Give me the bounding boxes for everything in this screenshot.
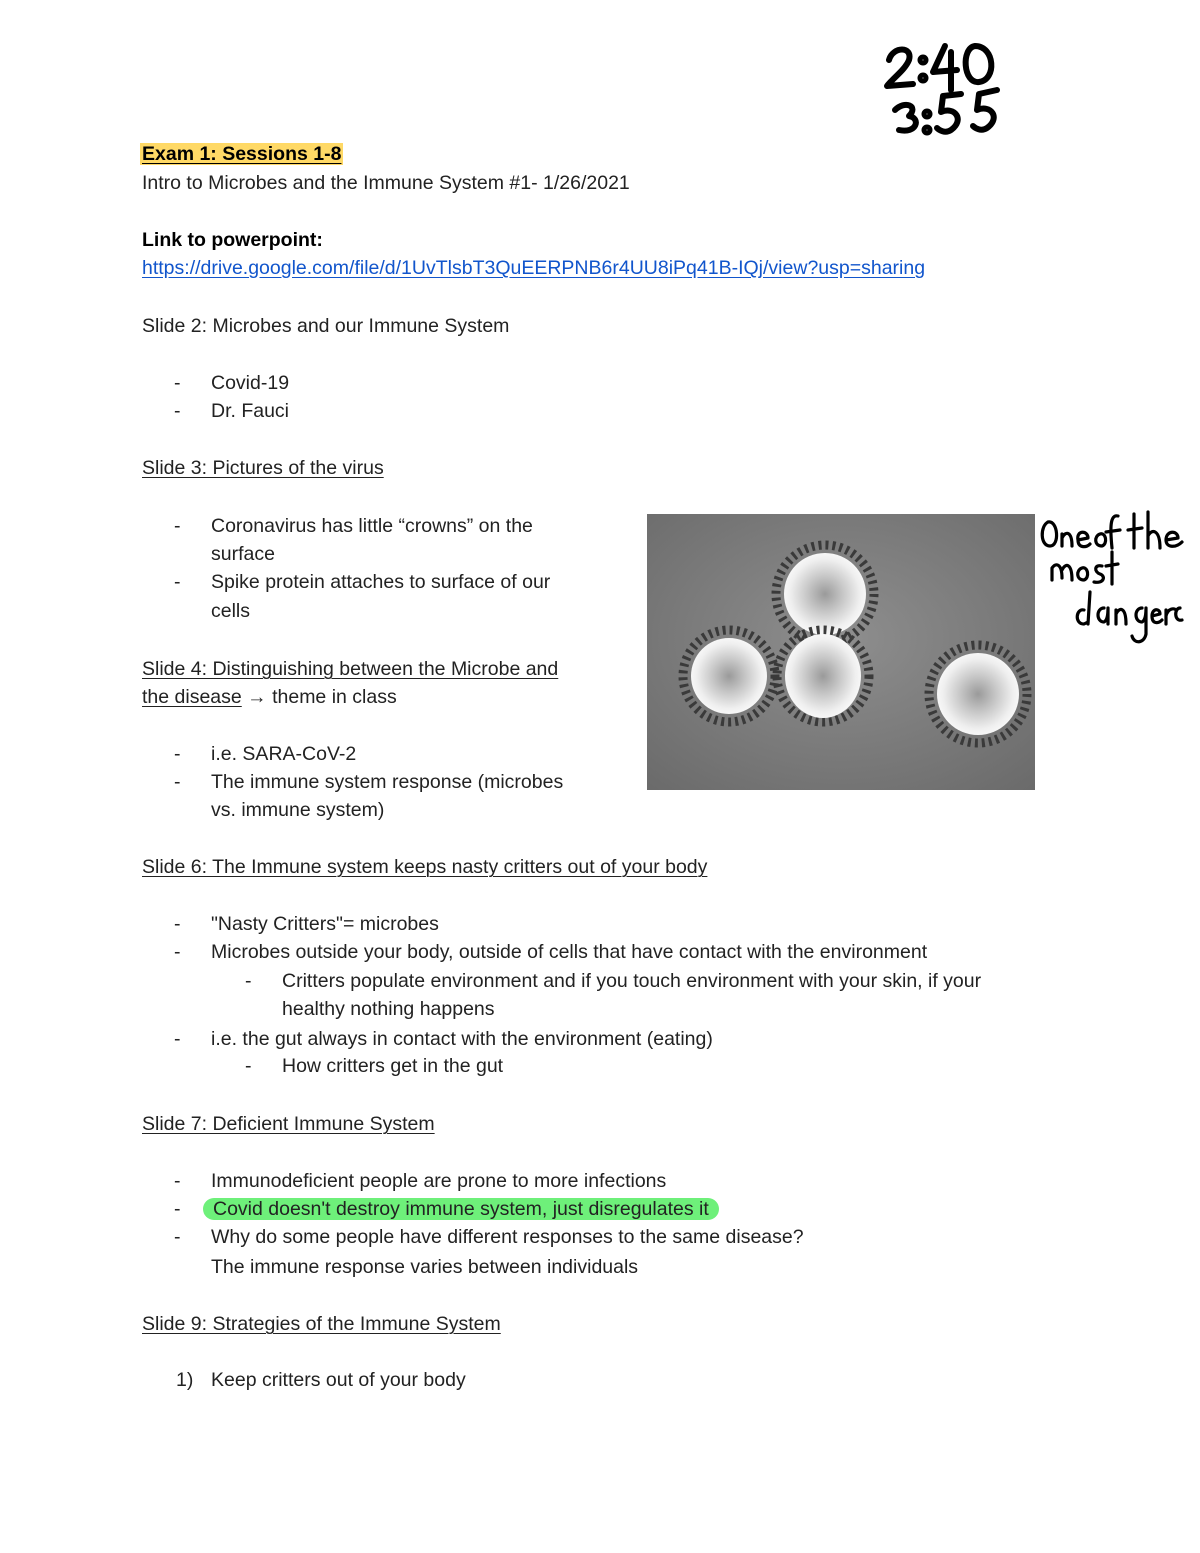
bullet-dash: -	[174, 400, 181, 422]
document-title	[142, 140, 343, 168]
slide9-item: Keep critters out of your body	[211, 1369, 466, 1391]
bullet-dash: -	[174, 771, 181, 793]
slide9-heading: Slide 9: Strategies of the Immune System	[142, 1313, 501, 1335]
document-subtitle: Intro to Microbes and the Immune System #1- 1/26/2021	[142, 172, 630, 194]
powerpoint-link[interactable]: https://drive.google.com/file/d/1UvTlsbT3QuEERPNB6r4UU8iPq41B-IQj/view?usp=sharing	[142, 257, 926, 279]
bullet-dash: -	[174, 1170, 181, 1192]
bullet-dash: -	[174, 571, 181, 593]
slide4-heading-rest: → theme in class	[241, 686, 397, 708]
slide6-subitem: Critters populate environment and if you touch environment with your skin, if your	[282, 970, 982, 992]
powerpoint-link-row	[142, 254, 925, 282]
slide4-heading-line2	[142, 683, 397, 711]
coronavirus-micrograph-image	[647, 514, 1035, 790]
slide7-item: Immunodeficient people are prone to more infections	[211, 1170, 667, 1192]
slide3-item: Spike protein attaches to surface of our	[211, 571, 551, 593]
slide3-item-cont: cells	[211, 600, 251, 622]
slide4-heading: Slide 4: Distinguishing between the Microbe and	[142, 658, 559, 680]
bullet-dash: -	[174, 372, 181, 394]
slide4-item: The immune system response (microbes	[211, 771, 564, 793]
slide2-item: Covid-19	[211, 372, 290, 394]
numbered-marker: 1)	[176, 1369, 194, 1391]
slide3-item-cont: surface	[211, 543, 275, 565]
slide6-subitem-cont: healthy nothing happens	[282, 998, 495, 1020]
slide4-heading-underlined: the disease	[142, 686, 242, 708]
link-label: Link to powerpoint:	[142, 229, 323, 251]
green-highlight: Covid doesn't destroy immune system, just disregulates it	[203, 1198, 719, 1220]
slide6-item: i.e. the gut always in contact with the environment (eating)	[211, 1028, 713, 1050]
bullet-dash: -	[245, 970, 252, 992]
handwritten-note	[1038, 508, 1188, 648]
slide2-item: Dr. Fauci	[211, 400, 290, 422]
bullet-dash: -	[174, 941, 181, 963]
bullet-dash: -	[174, 1028, 181, 1050]
slide6-subitem: How critters get in the gut	[282, 1055, 504, 1077]
slide6-item: "Nasty Critters"= microbes	[211, 913, 439, 935]
slide7-heading: Slide 7: Deficient Immune System	[142, 1113, 435, 1135]
bullet-dash: -	[174, 1198, 181, 1220]
bullet-dash: -	[174, 515, 181, 537]
slide7-item-highlighted	[211, 1195, 719, 1223]
bullet-dash: -	[245, 1055, 252, 1077]
slide3-heading: Slide 3: Pictures of the virus	[142, 457, 384, 479]
handwritten-times	[875, 30, 1015, 140]
bullet-dash: -	[174, 1226, 181, 1248]
slide4-item-cont: vs. immune system)	[211, 799, 385, 821]
slide3-item: Coronavirus has little “crowns” on the	[211, 515, 533, 537]
slide4-item: i.e. SARA-CoV-2	[211, 743, 357, 765]
slide2-heading: Slide 2: Microbes and our Immune System	[142, 315, 510, 337]
document-title-text: Exam 1: Sessions 1-8	[142, 143, 342, 165]
slide6-heading: Slide 6: The Immune system keeps nasty critters out of your body	[142, 856, 708, 878]
bullet-dash: -	[174, 743, 181, 765]
slide7-item-cont: The immune response varies between individuals	[211, 1256, 639, 1278]
slide7-item: Why do some people have different responses to the same disease?	[211, 1226, 804, 1248]
slide6-item: Microbes outside your body, outside of cells that have contact with the environment	[211, 941, 928, 963]
bullet-dash: -	[174, 913, 181, 935]
